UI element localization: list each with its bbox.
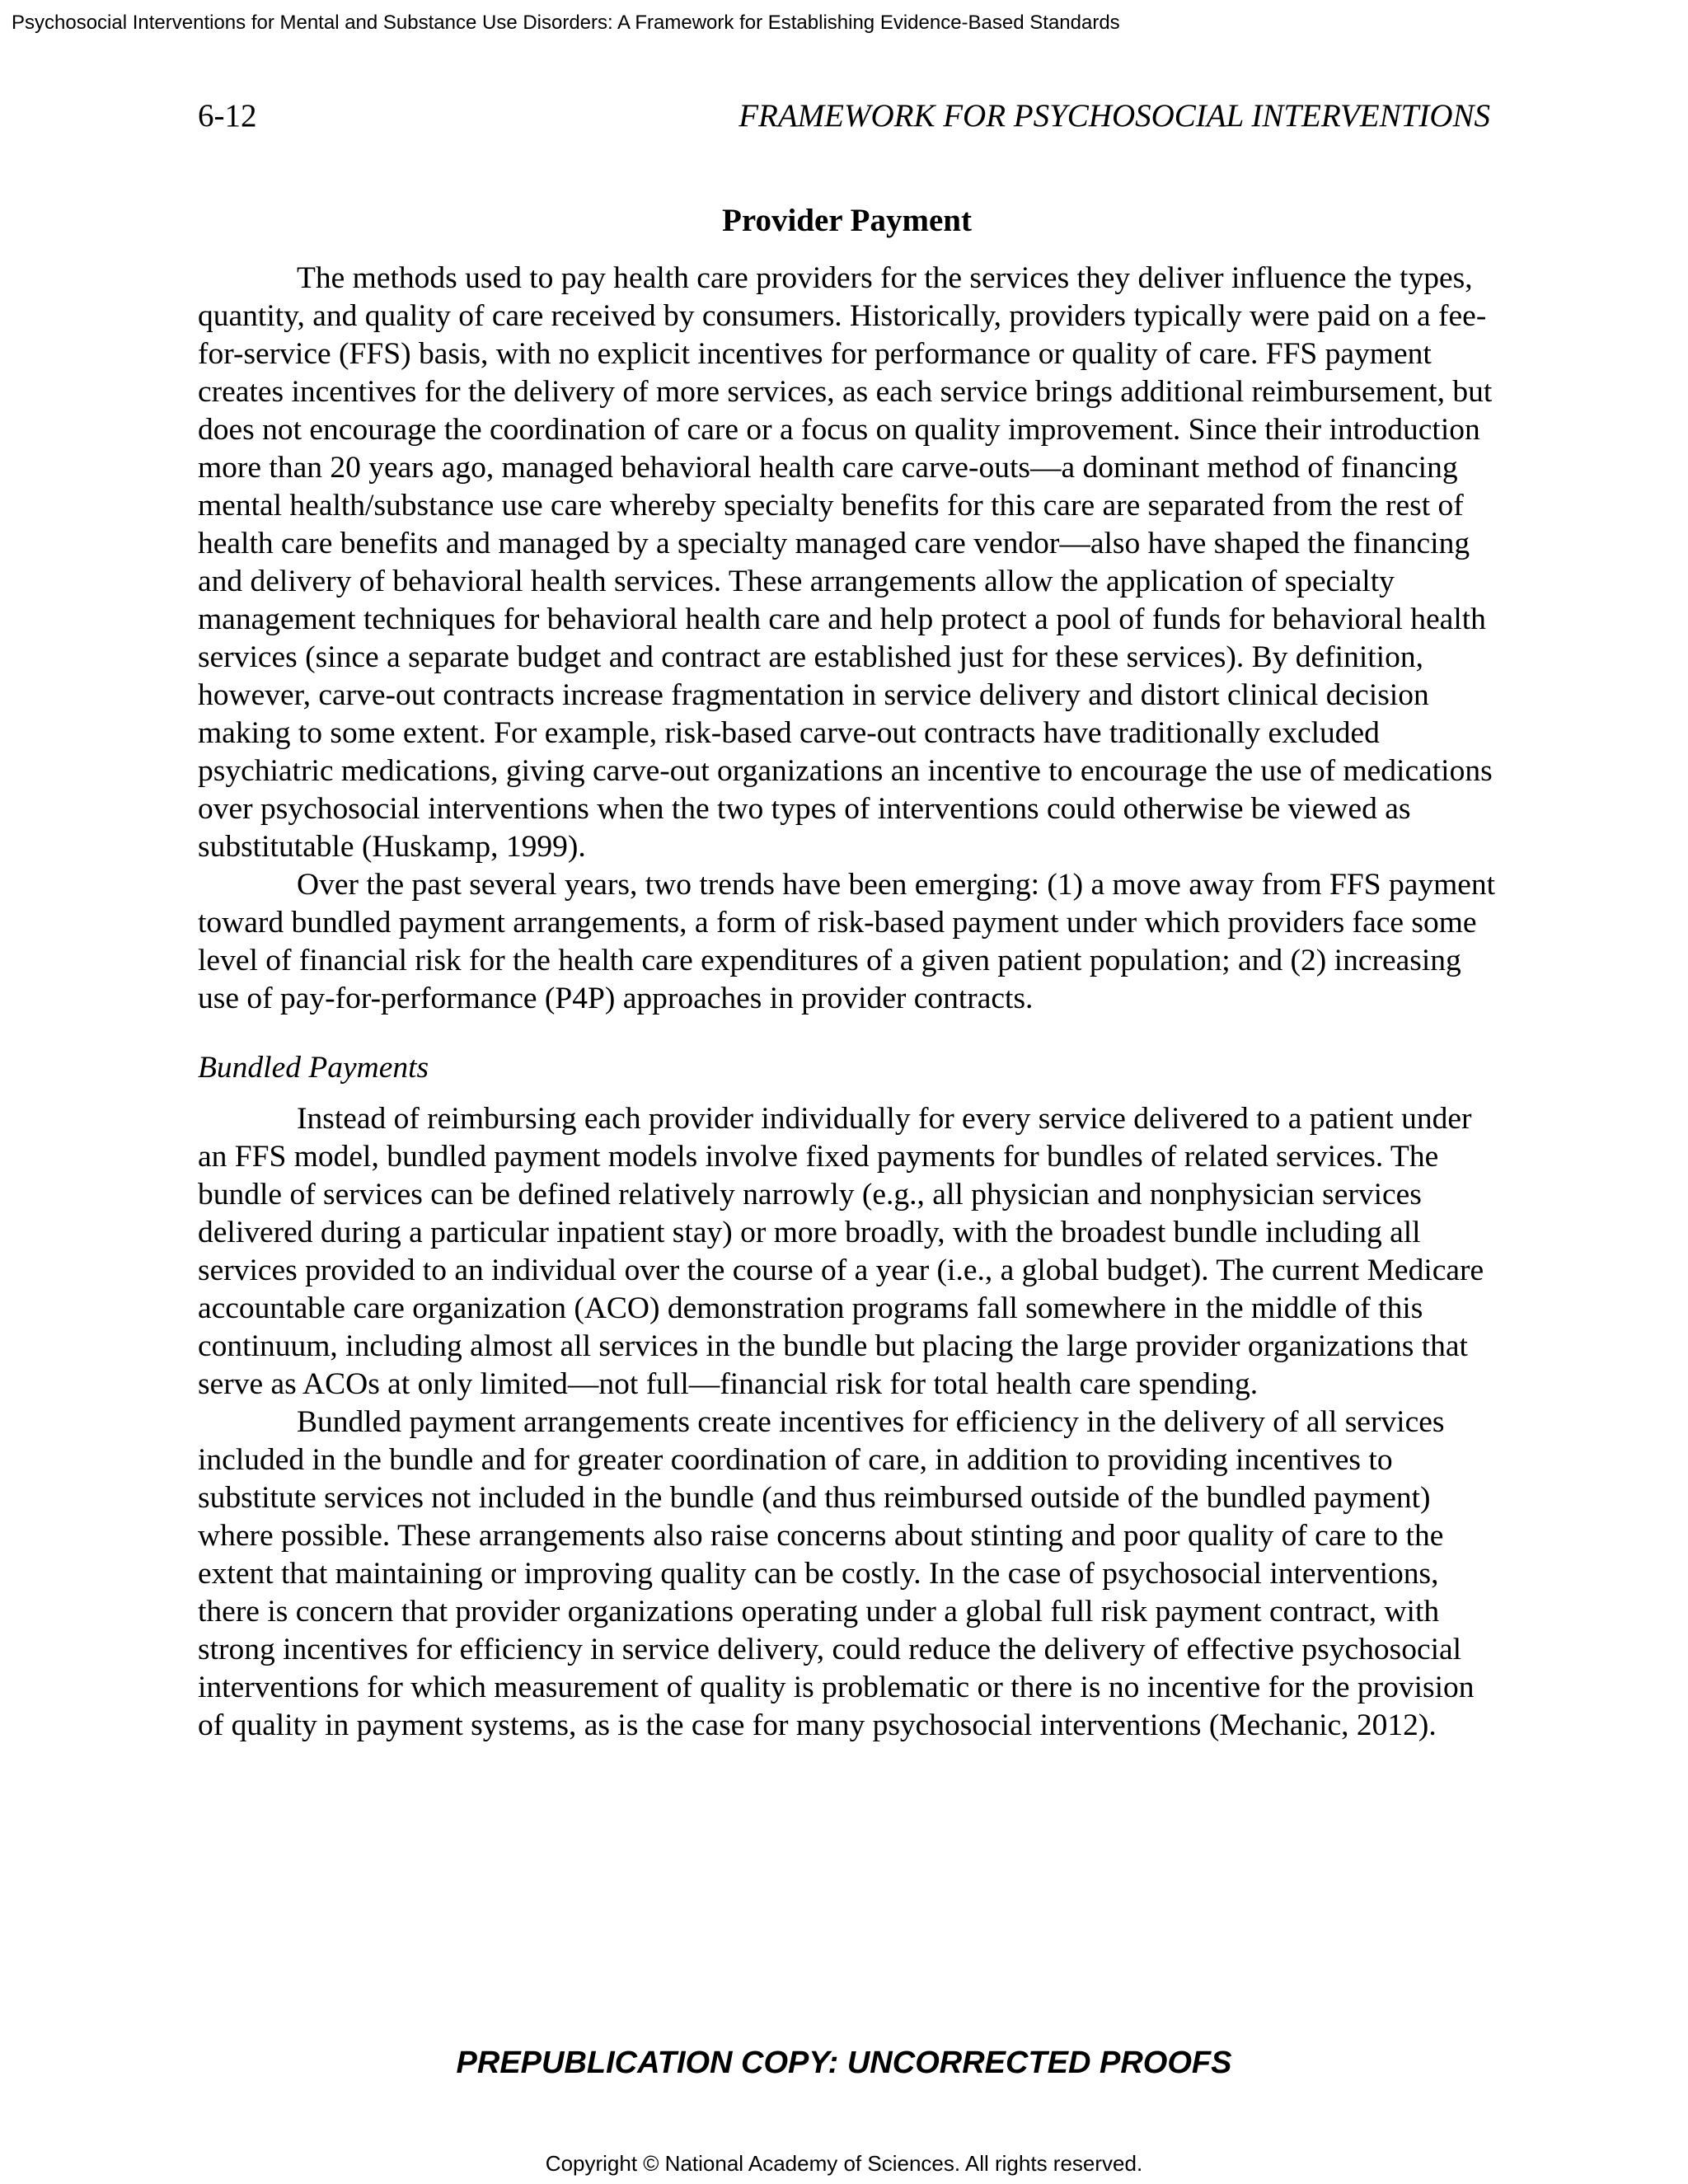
section-title: Provider Payment — [722, 203, 972, 238]
book-title-header: FRAMEWORK FOR PSYCHOSOCIAL INTERVENTIONS — [738, 98, 1490, 134]
body-paragraph: Over the past several years, two trends have been emerging: (1) a move away from FFS payment toward bundled payment arrangements, a form of risk-based payment under which providers face some level of financial risk for the health care expenditures of a given patient population; and (2) increasing use of pay-for-performance (P4P) approaches in provider contracts. — [198, 868, 1496, 1015]
body-paragraph: Instead of reimbursing each provider individually for every service delivered to a patient under an FFS model, bundled payment models involve fixed payments for bundles of related services. The bundle of services can be defined relatively narrowly (e.g., all physician and nonphysician services delivered during a particular inpatient stay) or more broadly, with the broadest bundle including all services provided to an individual over the course of a year (i.e., a global budget). The current Medicare accountable care organization (ACO) demonstration programs fall somewhere in the middle of this continuum, including almost all services in the bundle but placing the large provider organizations that serve as ACOs at only limited—not full—financial risk for total health care spending. — [198, 1102, 1484, 1401]
prepublication-notice: PREPUBLICATION COPY: UNCORRECTED PROOFS — [456, 2046, 1232, 2080]
running-head: Psychosocial Interventions for Mental and Substance Use Disorders: A Framework for Establishing Evidence-Based Standards — [12, 12, 1120, 34]
copyright-notice: Copyright © National Academy of Sciences. All rights reserved. — [545, 2151, 1143, 2176]
subsection-title: Bundled Payments — [198, 1051, 429, 1085]
page-number: 6-12 — [198, 98, 257, 134]
body-paragraph: Bundled payment arrangements create incentives for efficiency in the delivery of all services included in the bundle and for greater coordination of care, in addition to providing incentives to substitute services not included in the bundle (and thus reimbursed outside of the bundled payment) where possible. These arrangements also raise concerns about stinting and poor quality of care to the extent that maintaining or improving quality can be costly. In the case of psychosocial interventions, there is concern that provider organizations operating under a global full risk payment contract, with strong incentives for efficiency in service delivery, could reduce the delivery of effective psychosocial interventions for which measurement of quality is problematic or there is no incentive for the provision of quality in payment systems, as is the case for many psychosocial interventions (Mechanic, 2012). — [198, 1405, 1475, 1742]
body-paragraph: The methods used to pay health care providers for the services they deliver influence the types, quantity, and quality of care received by consumers. Historically, providers typically were paid on a fee-for-service (FFS) basis, with no explicit incentives for performance or quality of care. FFS payment creates incentives for the delivery of more services, as each service brings additional reimbursement, but does not encourage the coordination of care or a focus on quality improvement. Since their introduction more than 20 years ago, managed behavioral health care carve-outs—a dominant method of financing mental health/substance use care whereby specialty benefits for this care are separated from the rest of health care benefits and managed by a specialty managed care vendor—also have shaped the financing and delivery of behavioral health services. These arrangements allow the application of specialty management techniques for behavioral health care and help protect a pool of funds for behavioral health services (since a separate budget and contract are established just for these services). By definition, however, carve-out contracts increase fragmentation in service delivery and distort clinical decision making to some extent. For example, risk-based carve-out contracts have traditionally excluded psychiatric medications, giving carve-out organizations an incentive to encourage the use of medications over psychosocial interventions when the two types of interventions could otherwise be viewed as substitutable (Huskamp, 1999). — [198, 261, 1493, 864]
page-header — [198, 97, 1490, 134]
page-body — [198, 202, 1496, 1745]
